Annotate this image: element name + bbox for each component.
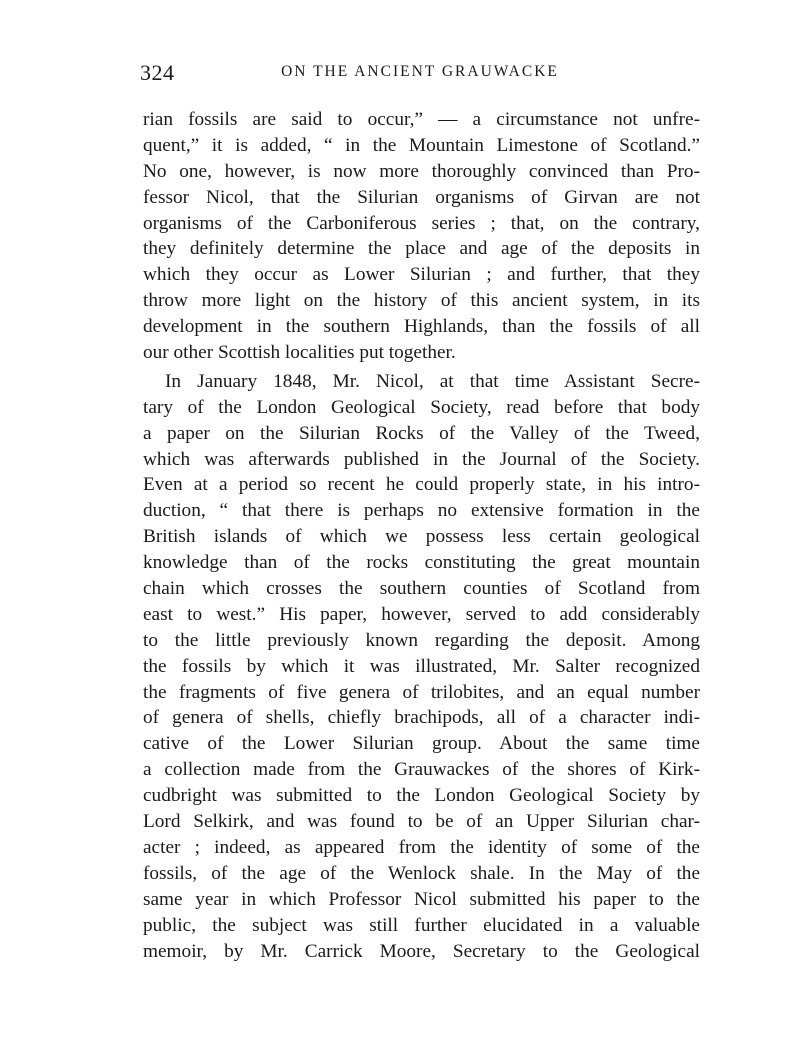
text-line: fessor Nicol, that the Silurian organisms of Girvan are not <box>143 186 700 208</box>
text-line: same year in which Professor Nicol submitted his paper to the <box>143 888 700 910</box>
text-line: cative of the Lower Silurian group. About the same time <box>143 733 700 755</box>
text-line: a collection made from the Grauwackes of the shores of Kirk- <box>143 759 700 781</box>
text-line: east to west.” His paper, however, served to add considerably <box>143 603 700 625</box>
text-line: acter ; indeed, as appeared from the identity of some of the <box>143 836 700 858</box>
text-line: cudbright was submitted to the London Geological Society by <box>143 785 700 807</box>
text-line: the fragments of five genera of trilobites, and an equal number <box>143 681 700 703</box>
text-line: to the little previously known regarding the deposit. Among <box>143 629 700 651</box>
text-line: rian fossils are said to occur,” — a circumstance not unfre- <box>143 109 700 130</box>
text-line: memoir, by Mr. Carrick Moore, Secretary to the Geological <box>143 940 700 962</box>
text-line: fossils, of the age of the Wenlock shale. In the May of the <box>143 862 700 884</box>
running-title: ON THE ANCIENT GRAUWACKE <box>281 63 559 80</box>
text-line: In January 1848, Mr. Nicol, at that time Assistant Secre- <box>165 370 700 392</box>
page-number: 324 <box>140 60 175 85</box>
text-line: duction, “ that there is perhaps no extensive formation in the <box>143 500 700 522</box>
text-line: which they occur as Lower Silurian ; and further, that they <box>143 264 700 286</box>
text-line: public, the subject was still further elucidated in a valuable <box>143 914 700 936</box>
text-line: a paper on the Silurian Rocks of the Valley of the Tweed, <box>143 422 700 444</box>
text-line: throw more light on the history of this ancient system, in its <box>143 290 700 312</box>
text-line: they definitely determine the place and age of the deposits in <box>143 238 700 260</box>
text-line: of genera of shells, chiefly brachipods, all of a character indi- <box>143 707 700 729</box>
text-line: No one, however, is now more thoroughly convinced than Pro- <box>143 160 700 182</box>
text-line: organisms of the Carboniferous series ; that, on the contrary, <box>143 212 700 234</box>
text-line: Lord Selkirk, and was found to be of an Upper Silurian char- <box>143 811 700 833</box>
running-head <box>140 60 700 90</box>
text-line: chain which crosses the southern counties of Scotland from <box>143 578 700 600</box>
text-line: the fossils by which it was illustrated, Mr. Salter recognized <box>143 655 700 677</box>
text-line: development in the southern Highlands, than the fossils of all <box>143 316 700 338</box>
text-line: which was afterwards published in the Journal of the Society. <box>143 448 700 470</box>
text-line: tary of the London Geological Society, read before that body <box>143 396 700 418</box>
text-line: our other Scottish localities put together. <box>143 342 456 364</box>
text-line: knowledge than of the rocks constituting the great mountain <box>143 552 700 574</box>
paragraph-2 <box>143 369 700 964</box>
text-line: quent,” it is added, “ in the Mountain Limestone of Scotland.” <box>143 134 700 156</box>
text-line: Even at a period so recent he could properly state, in his intro- <box>143 474 700 496</box>
body-text <box>143 107 700 964</box>
paragraph-1 <box>143 107 700 366</box>
text-line: British islands of which we possess less certain geological <box>143 526 700 548</box>
